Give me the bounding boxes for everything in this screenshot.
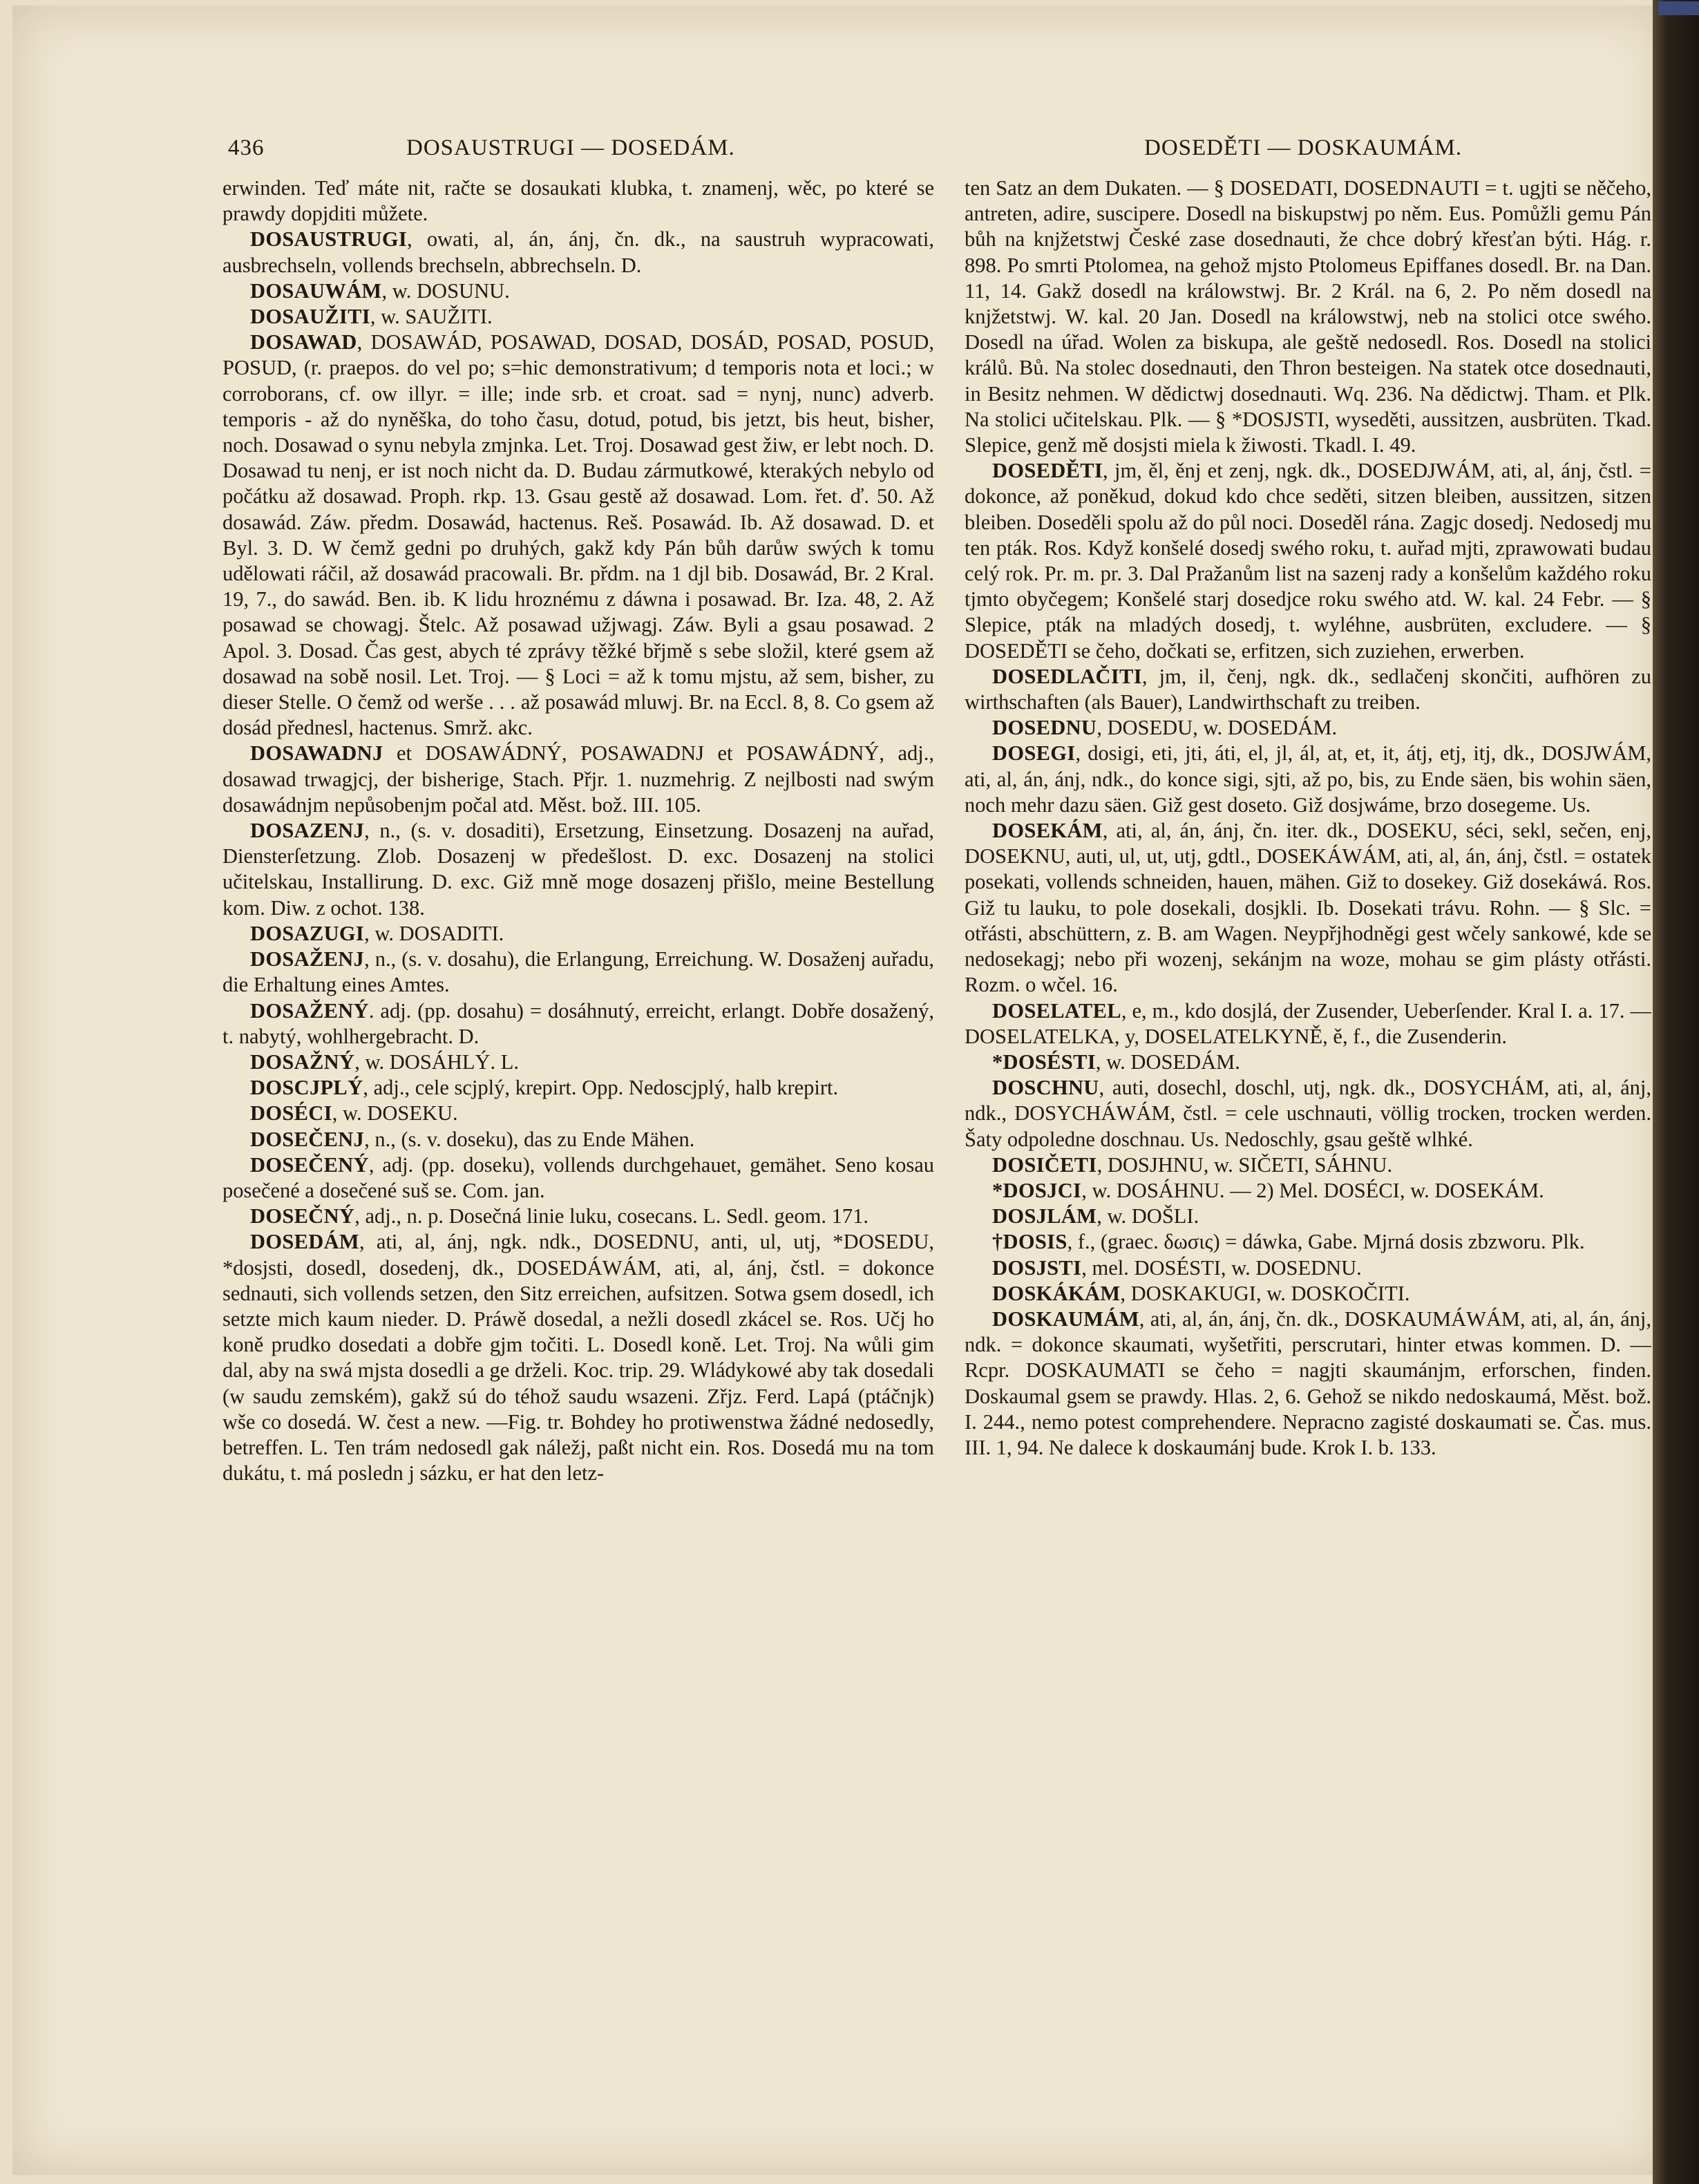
entry-headword: DOSEČNÝ [250, 1204, 355, 1228]
dictionary-entry [222, 1204, 934, 1229]
entry-text: , DOSEDU, w. DOSEDÁM. [1097, 716, 1338, 740]
dictionary-entry [222, 227, 934, 278]
right-running-header: DOSEDĚTI — DOSKAUMÁM. [1144, 135, 1463, 160]
entry-headword: DOSAUWÁM [250, 278, 382, 303]
entry-text: , adj. (pp. doseku), vollends durchgehauet, gemähet. Seno kosau posečené a dosečené suš se. Com. jan. [222, 1152, 934, 1202]
right-column [965, 175, 1651, 2082]
bookmark-tab [1658, 1, 1699, 15]
entry-text: . adj. (pp. dosahu) = dosáhnutý, erreicht, erlangt. Dobře dosažený, t. nabytý, wohlhergebracht. D. [222, 998, 934, 1048]
entry-headword: DOSKAUMÁM [992, 1307, 1139, 1331]
entry-headword: DOSAŽENJ [250, 947, 365, 971]
dictionary-entry [965, 1050, 1651, 1075]
dictionary-entry [222, 1050, 934, 1075]
entry-headword: DOSJLÁM [992, 1204, 1097, 1228]
entry-headword: DOSEGI [992, 741, 1076, 766]
entry-headword: DOSEKÁM [992, 819, 1103, 843]
left-running-header: DOSAUSTRUGI — DOSEDÁM. [406, 135, 735, 160]
entry-headword: DOSJSTI [992, 1255, 1082, 1280]
entry-headword: DOSAUŽITI [250, 305, 370, 329]
entry-headword: DOSEDÁM [250, 1230, 359, 1254]
entry-headword: DOSCJPLÝ [250, 1076, 363, 1100]
entry-text: , w. DOŠLI. [1097, 1204, 1199, 1228]
entry-headword: DOSAZENJ [250, 819, 365, 843]
entry-headword: DOSÉCI [250, 1101, 332, 1126]
dictionary-entry [222, 175, 934, 227]
entry-text: , owati, al, án, ánj, čn. dk., na saustruh wypracowati, ausbrechseln, vollends brechseln, abbrechseln. D. [222, 227, 934, 277]
dictionary-entry [222, 947, 934, 998]
entry-text: , jm, il, čenj, ngk. dk., sedlačenj skončiti, aufhören zu wirthschaften (als Bauer), Landwirthschaft zu treiben. [965, 664, 1651, 714]
dictionary-entry [222, 278, 934, 304]
entry-text: , DOSJHNU, w. SIČETI, SÁHNU. [1097, 1152, 1393, 1177]
entry-text: , adj., cele scjplý, krepirt. Opp. Nedoscjplý, halb krepirt. [363, 1076, 839, 1100]
entry-headword: DOSAWAD [250, 330, 357, 354]
dictionary-entry [965, 1281, 1651, 1307]
entry-headword: DOSIČETI [992, 1152, 1097, 1177]
dictionary-entry [965, 458, 1651, 664]
entry-text: , adj., n. p. Dosečná linie luku, cosecans. L. Sedl. geom. 171. [354, 1204, 869, 1228]
running-head [228, 135, 1582, 170]
dictionary-entry [965, 1255, 1651, 1281]
entry-headword: DOSEDNU [992, 716, 1097, 740]
entry-text: , ati, al, ánj, ngk. ndk., DOSEDNU, anti, ul, utj, *DOSEDU, *dosjsti, dosedl, dosedenj, dk., DOSEDÁWÁM, ati, al, ánj, čstl. = dokonce sednauti, sich vollends setzen, den Sitz erreichen, aufsitzen. Sotwa gsem dosedl, ich setzte mich kaum nieder. D. Práwě dosedal, a nežli dosedl zkácel se. Ros. Učj ho koně prudko dosedati a dobře gjm točiti. L. Dosedl koně. Let. Troj. Na wůli gim dal, aby na swá mjsta dosedli a ge drželi. Koc. trip. 29. Wládykowé aby tak dosedali (w saudu zemském), gakž sú do téhož saudu wsazeni. Zřjz. Ferd. Lapá (ptáčnjk) wše co dosedá. W. čest a new. —Fig. tr. Bohdey ho protiwenstwa žádné nedosedly, betreffen. L. Ten trám nedosedl gak náležj, paßt nicht ein. Ros. Dosedá mu na tom dukátu, t. má posledn j sázku, er hat den letz- [222, 1230, 934, 1485]
entry-text: , w. DOSÁHNU. — 2) Mel. DOSÉCI, w. DOSEKÁM. [1081, 1178, 1544, 1202]
dictionary-entry [222, 818, 934, 921]
entry-text: , w. SAUŽITI. [370, 305, 493, 329]
left-column [222, 175, 934, 2082]
dictionary-entry [965, 715, 1651, 741]
entry-text: , w. DOSÁHLÝ. L. [354, 1050, 520, 1074]
entry-text: , jm, ěl, ěnj et zenj, ngk. dk., DOSEDJWÁM, ati, al, ánj, čstl. = dokonce, až poněkud, dokud kdo chce seděti, sitzen bleiben, aussitzen, sitzen bleiben. Doseděli spolu až do půl noci. Doseděl rána. Zagjc dosedj. Nedosedj mu ten pták. Ros. Když konšelé dosedj swého roku, t. auřad mjti, zprawowati budau celý rok. Pr. m. pr. 3. Dal Pražanům list na sazenj rady a konšelům každého roku tjmto obyčegem; Konšelé starj dosedjce roku swého atd. W. kal. 24 Febr. — § Slepice, pták na mladých dosedj, t. wyléhne, ausbrüten, excludere. — § DOSEDĚTI se čeho, dočkati se, erfitzen, sich zuziehen, erwerben. [965, 459, 1651, 663]
entry-text: , e, m., kdo dosjlá, der Zusender, Ueberſender. Kral I. a. 17. — DOSELATELKA, y, DOSELATELKYNĚ, ě, f., die Zusenderin. [965, 998, 1651, 1048]
dictionary-entry [965, 175, 1651, 458]
dictionary-entry [965, 1307, 1651, 1461]
entry-text: , mel. DOSÉSTI, w. DOSEDNU. [1081, 1255, 1362, 1280]
dictionary-entry [965, 1229, 1651, 1255]
entry-headword: DOSCHNU [992, 1076, 1099, 1100]
entry-text: et DOSAWÁDNÝ, POSAWADNJ et POSAWÁDNÝ, adj., dosawad trwagjcj, der bisherige, Stach. Přjr. 1. nuzmehrig. Z nejlbosti nad swým dosawádnjm nepůsobenjm počal atd. Měst. bož. III. 105. [222, 741, 934, 817]
entry-headword: †DOSIS [992, 1230, 1067, 1254]
entry-text: , n., (s. v. dosaditi), Ersetzung, Einsetzung. Dosazenj na auřad, Diensterſetzung. Zlob. Dosazenj w předešlost. D. exc. Dosazenj na stolici učitelskau, Installirung. D. exc. Giž mně moge dosazenj přišlo, meine Bestellung kom. Diw. z ochot. 138. [222, 819, 934, 920]
dictionary-entry [222, 1101, 934, 1126]
entry-headword: *DOSJCI [992, 1178, 1082, 1202]
dictionary-entry [965, 741, 1651, 818]
dictionary-entry [965, 998, 1651, 1050]
dictionary-entry [965, 664, 1651, 715]
entry-text: ten Satz an dem Dukaten. — § DOSEDATI, DOSEDNAUTI = t. ugjti se něčeho, antreten, adire, suscipere. Dosedl na biskupstwj po něm. Eus. Pomůžli gemu Pán bůh na knjžetstwj České zase dosednauti, že chce dobrý křesťan býti. Hág. r. 898. Po smrti Ptolomea, na gehož mjsto Ptolomeus Epiffanes dosedl. Br. na Dan. 11, 14. Gakž dosedl na králowstwj. Br. 2 Král. na 6, 2. Po něm dosedl na knjžetstwj. W. kal. 20 Jan. Dosedl na králowstwj, neb na stolici otce swého. Dosedl na úřad. Wolen za biskupa, ale geště nedosedl. Ros. Dosedl na stolici králů. Bů. Na stolec dosednauti, den Thron besteigen. Na statek otce dosednauti, in Besitz nehmen. W dědictwj dosednauti. Wq. 236. Na dědictwj. Tham. et Plk. Na stolici učitelskau. Plk. — § *DOSJSTI, wyseděti, aussitzen, ausbrüten. Tkad. Slepice, genž mě dosjsti miela k žiwosti. Tkadl. I. 49. [965, 176, 1651, 457]
dictionary-entry [222, 921, 934, 947]
entry-text: , w. DOSEDÁM. [1095, 1050, 1240, 1074]
entry-text: , n., (s. v. dosahu), die Erlangung, Erreichung. W. Dosaženj auřadu, die Erhaltung eines Amtes. [222, 947, 934, 997]
entry-text: erwinden. Teď máte nit, račte se dosaukati klubka, t. znamenj, wěc, po které se prawdy dopjditi můžete. [222, 176, 934, 226]
dictionary-entry [222, 741, 934, 818]
entry-headword: DOSAŽNÝ [250, 1050, 355, 1074]
entry-text: , w. DOSADITI. [364, 921, 504, 945]
page-edge-shadow [1653, 0, 1699, 2184]
entry-text: , n., (s. v. doseku), das zu Ende Mähen. [364, 1127, 695, 1151]
entry-text: , DOSKAKUGI, w. DOSKOČITI. [1120, 1281, 1410, 1305]
entry-text: , w. DOSEKU. [332, 1101, 458, 1126]
dictionary-entry [222, 304, 934, 330]
entry-text: , ati, al, án, ánj, čn. dk., DOSKAUMÁWÁM, ati, al, án, ánj, ndk. = dokonce skaumati, wyšetřiti, perscrutari, hinter etwas kommen. D. — Rcpr. DOSKAUMATI se čeho = nagjti skaumánjm, erforschen, finden. Doskaumal gsem se prawdy. Hlas. 2, 6. Gehož se nikdo nedoskaumá, Měst. bož. I. 244., nemo potest comprehendere. Nepracno zagisté doskaumati se. Čas. mus. III. 1, 94. Ne dalece k doskaumánj bude. Krok I. b. 133. [965, 1307, 1651, 1459]
entry-headword: DOSEDLAČITI [992, 664, 1142, 688]
dictionary-entry [965, 818, 1651, 998]
dictionary-entry [222, 1127, 934, 1152]
entry-headword: DOSEČENÝ [250, 1152, 369, 1177]
dictionary-entry [965, 1204, 1651, 1229]
entry-headword: DOSAZUGI [250, 921, 365, 945]
entry-text: , DOSAWÁD, POSAWAD, DOSAD, DOSÁD, POSAD, POSUD, POSUD, (r. praepos. do vel po; s=hic demonstrativum; d temporis nota et loci.; w corroborans, cf. ow illyr. = ille; inde srb. et croat. sad = nynj, nunc) adverb. temporis - až do nyněška, do toho času, dotud, potud, bis jetzt, bis heut, bisher, noch. Dosawad o synu nebyla zmjnka. Let. Troj. Dosawad gest žiw, er lebt noch. D. Dosawad tu nenj, er ist noch nicht da. D. Budau zármutkowé, kterakých nebylo od počátku až dosawad. Proph. rkp. 13. Gsau gestě až dosawad. Lom. řet. ď. 50. Až dosawád. Záw. předm. Dosawád, hactenus. Reš. Posawád. Ib. Až dosawad. D. et Byl. 3. D. W čemž gedni po druhých, gakž kdy Pán bůh darůw swých k tomu udělowati ráčil, až dosawád pracowali. Br. přdm. na 1 djl bib. Dosawád, Br. 2 Kral. 19, 7., do sawád. Ben. ib. K lidu hroznému z dáwna i posawad. Br. Iza. 48, 2. Až posawad se chowagj. Štelc. Až posawad užjwagj. Záw. Byli a gsau posawad. 2 Apol. 3. Dosad. Čas gest, abych té zprávy těžké břjmě s sebe složil, které gsem až dosawad na sobě nosil. Let. Troj. — § Loci = až k tomu mjstu, až sem, bisher, zu dieser Stelle. O čemž od werše . . . až posawád mluwj. Br. na Eccl. 8, 8. Co gsem až dosád přednesl, hactenus. Smrž. akc. [222, 330, 934, 740]
entry-headword: DOSAŽENÝ [250, 998, 369, 1023]
entry-text: , f., (graec. δωσις) = dáwka, Gabe. Mjrná dosis zbzworu. Plk. [1067, 1230, 1585, 1254]
dictionary-entry [965, 1178, 1651, 1204]
entry-headword: DOSEČENJ [250, 1127, 365, 1151]
entry-text: , dosigi, eti, jti, áti, el, jl, ál, at, et, it, átj, etj, itj, dk., DOSJWÁM, ati, al, án, ánj, ndk., do konce sigi, sjti, až po, bis, zu Ende säen, bis wohin säen, noch mehr dazu säen. Giž gest doseto. Giž dosjwáme, brzo dosegeme. Us. [965, 741, 1651, 817]
dictionary-entry [222, 998, 934, 1050]
dictionary-entry [965, 1075, 1651, 1152]
dictionary-entry [222, 1152, 934, 1204]
entry-headword: DOSAWADNJ [250, 741, 383, 766]
entry-headword: DOSEDĚTI [992, 459, 1103, 483]
dictionary-entry [222, 1075, 934, 1101]
entry-text: , ati, al, án, ánj, čn. iter. dk., DOSEKU, séci, sekl, sečen, enj, DOSEKNU, auti, ul, ut, utj, gdtl., DOSEKÁWÁM, ati, al, án, ánj, čstl. = ostatek posekati, vollends schneiden, hauen, mähen. Giž to dosekey. Giž dosekáwá. Ros. Giž tu lauku, to pole dosekali, dosjkli. Ib. Dosekati trávu. Rohn. — § Slc. = otřásti, abschüttern, z. B. am Wagen. Neypřjhodněgi gest wčely sankowé, kde se nedosekagj; nebo při wozenj, sekánjm na woze, mohau se gim plásty otřásti. Rozm. o wčel. 16. [965, 819, 1651, 997]
dictionary-entry [222, 330, 934, 741]
entry-headword: DOSKÁKÁM [992, 1281, 1121, 1305]
dictionary-entry [222, 1229, 934, 1486]
entry-text: , auti, dosechl, doschl, utj, ngk. dk., DOSYCHÁM, ati, al, ánj, ndk., DOSYCHÁWÁM, čstl. = cele uschnauti, völlig trocken, trocken werden. Šaty odpoledne doschnau. Us. Nedoschly, gsau geště wlhké. [965, 1076, 1651, 1151]
entry-headword: *DOSÉSTI [992, 1050, 1096, 1074]
entry-headword: DOSAUSTRUGI [250, 227, 408, 251]
entry-text: , w. DOSUNU. [381, 278, 510, 303]
dictionary-entry [965, 1152, 1651, 1178]
page-number: 436 [228, 135, 265, 160]
entry-headword: DOSELATEL [992, 998, 1121, 1023]
